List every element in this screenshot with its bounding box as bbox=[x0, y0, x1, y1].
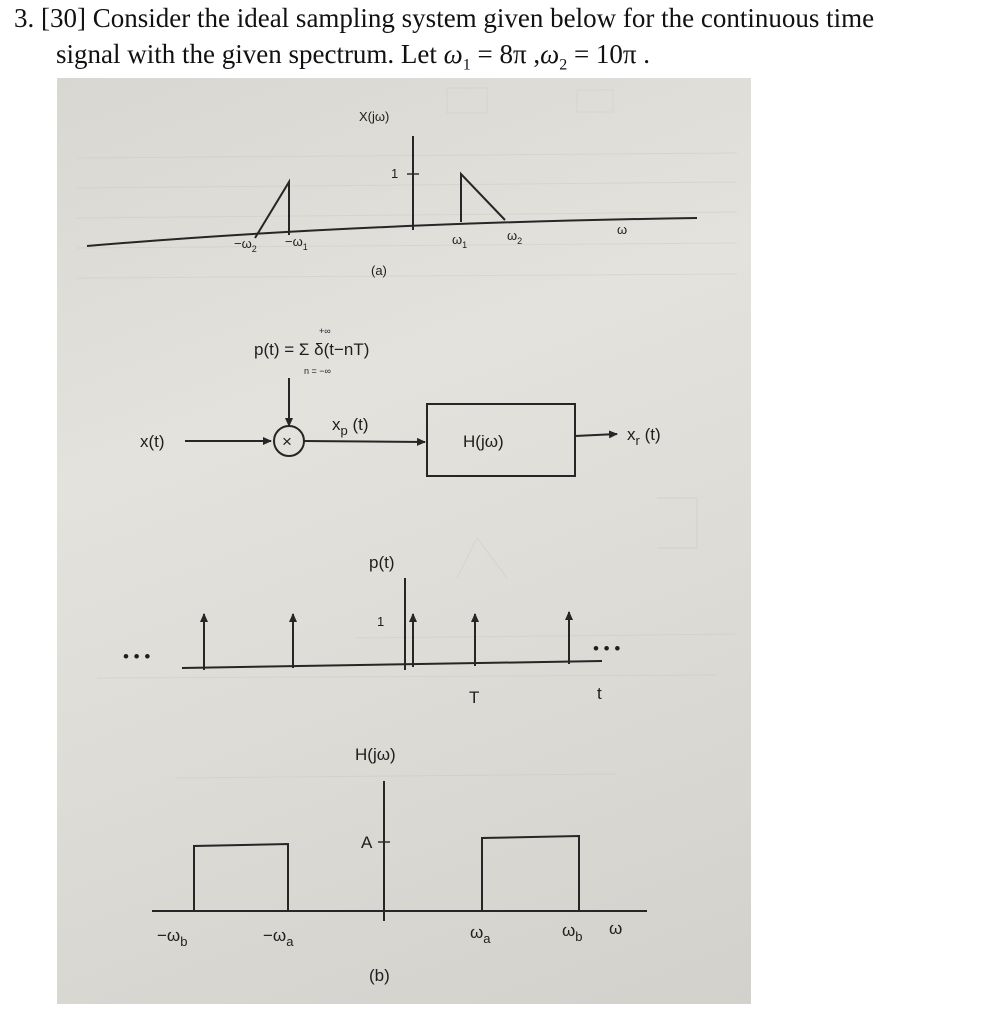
impulse-train-dots-right: • • • bbox=[593, 639, 621, 658]
label-neg-omega1: $-\omega_1$ bbox=[285, 234, 308, 252]
problem-line-1: 3. [30] Consider the ideal sampling system given below for the continuous time bbox=[14, 3, 875, 33]
figure-b-filter-response bbox=[152, 745, 647, 985]
figure-b-left-passband bbox=[194, 844, 288, 911]
sum-upper-limit: +∞ bbox=[319, 326, 331, 336]
time-axis-label: t bbox=[597, 684, 602, 703]
omega1-symbol: ω bbox=[443, 39, 463, 69]
figure-a-axis-label: ω bbox=[617, 222, 628, 237]
omega2-value: = 10π . bbox=[567, 39, 651, 69]
figure-a-unit-label: 1 bbox=[391, 166, 399, 181]
impulse-train-plot bbox=[123, 553, 620, 707]
impulse-train-unit-label: 1 bbox=[377, 614, 385, 629]
problem-line-2 bbox=[56, 38, 651, 74]
figure-b-y-label: H(jω) bbox=[355, 745, 396, 764]
omega2-symbol: ω bbox=[540, 39, 560, 69]
impulse-train-definition: p(t) = Σ δ(t−nT) bbox=[254, 340, 370, 359]
figure-b-right-passband bbox=[482, 836, 579, 911]
label-omega2: $\omega_2$ bbox=[507, 228, 523, 246]
label-omega-b: $\omega_b$ bbox=[562, 921, 583, 944]
label-neg-omega-b: $-\omega_b$ bbox=[157, 926, 188, 949]
sampling-system-diagram bbox=[140, 326, 661, 476]
omega1-subscript: 1 bbox=[462, 56, 471, 74]
figure-svg bbox=[57, 78, 751, 1004]
sampled-signal-label: $x_p$ (t) bbox=[332, 415, 369, 438]
problem-line-2-text: signal with the given spectrum. Let bbox=[56, 39, 444, 69]
period-label: T bbox=[469, 688, 480, 707]
impulse-train-dots-left: • • • bbox=[123, 647, 151, 666]
figure-a-spectrum bbox=[87, 109, 697, 278]
filter-label: H(jω) bbox=[463, 432, 504, 451]
figure-a-y-label: X(jω) bbox=[359, 109, 390, 124]
label-neg-omega2: $-\omega_2$ bbox=[234, 236, 257, 254]
sampled-signal-arrow bbox=[304, 441, 425, 442]
figure-b-caption: (b) bbox=[369, 966, 390, 985]
impulse-train-y-label: p(t) bbox=[369, 553, 395, 572]
label-omega-a: $\omega_a$ bbox=[470, 923, 491, 946]
figure-a-frequency-axis bbox=[87, 218, 697, 246]
figure-a-caption: (a) bbox=[371, 263, 387, 278]
figure-b-gain-label: A bbox=[361, 833, 373, 852]
label-neg-omega-a: $-\omega_a$ bbox=[263, 926, 294, 949]
output-signal-arrow bbox=[575, 434, 617, 436]
time-axis bbox=[182, 661, 602, 668]
omega2-subscript: 2 bbox=[559, 56, 568, 74]
output-signal-label: $x_r$ (t) bbox=[627, 425, 661, 448]
omega1-value: = 8π , bbox=[470, 39, 541, 69]
label-omega1: $\omega_1$ bbox=[452, 232, 468, 250]
figure-b-axis-label: ω bbox=[609, 919, 623, 938]
input-signal-label: x(t) bbox=[140, 432, 165, 451]
sum-lower-limit: n = −∞ bbox=[304, 366, 331, 376]
problem-statement bbox=[0, 0, 985, 80]
multiplier-symbol: × bbox=[282, 432, 292, 451]
textbook-photo bbox=[57, 78, 751, 1004]
figure-a-left-triangle bbox=[255, 182, 289, 238]
